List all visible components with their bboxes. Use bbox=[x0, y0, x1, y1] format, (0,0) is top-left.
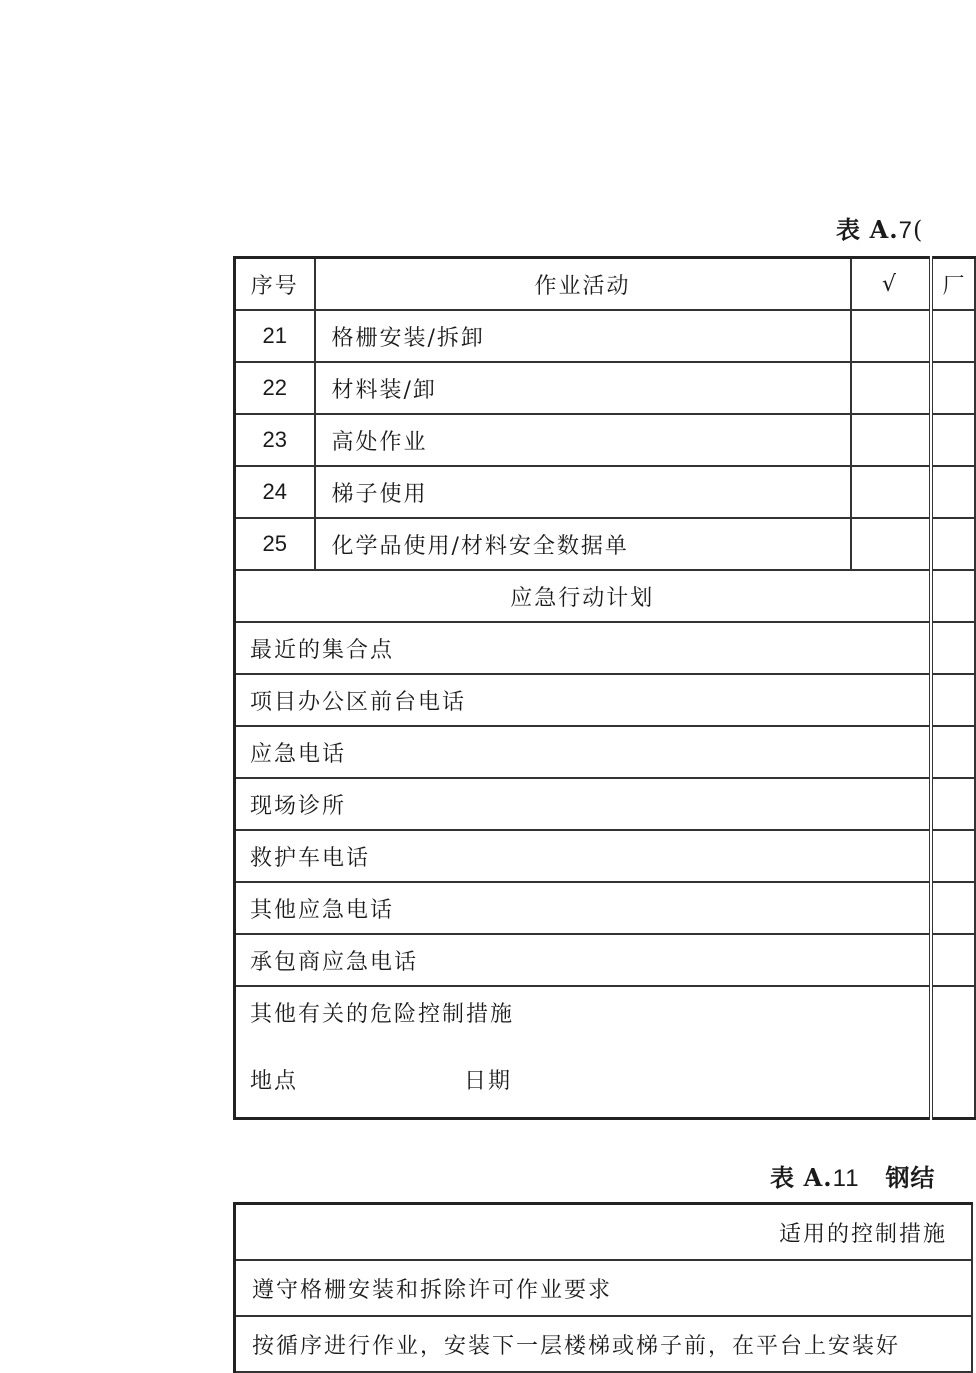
table-row bbox=[235, 414, 975, 466]
row-seq: 22 bbox=[235, 362, 315, 414]
row-side-cell bbox=[931, 622, 975, 674]
place-label: 地点 bbox=[250, 1069, 299, 1094]
emergency-item: 其他应急电话 bbox=[235, 882, 931, 934]
row-side-cell bbox=[931, 466, 975, 518]
header-activity: 作业活动 bbox=[315, 258, 851, 311]
emergency-title-row bbox=[235, 570, 975, 622]
emergency-item: 项目办公区前台电话 bbox=[235, 674, 931, 726]
row-side-cell bbox=[931, 570, 975, 622]
caption-suffix: ( bbox=[912, 216, 924, 244]
row-activity: 梯子使用 bbox=[315, 466, 851, 518]
row-seq: 21 bbox=[235, 310, 315, 362]
emergency-row bbox=[235, 882, 975, 934]
table-header-row bbox=[235, 258, 975, 311]
row-activity: 材料装/卸 bbox=[315, 362, 851, 414]
other-measures-cell bbox=[235, 986, 931, 1119]
row-check-cell[interactable] bbox=[851, 466, 931, 518]
header-cut-column bbox=[931, 258, 975, 311]
header-check: √ bbox=[851, 258, 931, 311]
row-check-cell[interactable] bbox=[851, 518, 931, 570]
emergency-row bbox=[235, 726, 975, 778]
row-side-cell bbox=[931, 882, 975, 934]
work-activity-table bbox=[233, 256, 976, 1120]
row-side-cell bbox=[931, 674, 975, 726]
row-activity: 化学品使用/材料安全数据单 bbox=[315, 518, 851, 570]
emergency-item: 救护车电话 bbox=[235, 830, 931, 882]
control-measures-table bbox=[233, 1202, 973, 1373]
emergency-row bbox=[235, 622, 975, 674]
emergency-row bbox=[235, 778, 975, 830]
row-side-cell bbox=[931, 934, 975, 986]
header-cut-text: 厂 bbox=[942, 273, 967, 299]
measure-item: 遵守格栅安装和拆除许可作业要求 bbox=[235, 1260, 973, 1316]
other-measures-row bbox=[235, 986, 975, 1119]
table-row bbox=[235, 362, 975, 414]
emergency-item: 现场诊所 bbox=[235, 778, 931, 830]
emergency-item: 应急电话 bbox=[235, 726, 931, 778]
row-side-cell bbox=[931, 362, 975, 414]
row-seq: 23 bbox=[235, 414, 315, 466]
row-side-cell bbox=[931, 518, 975, 570]
emergency-plan-title: 应急行动计划 bbox=[235, 570, 931, 622]
caption-number: 7 bbox=[898, 217, 913, 244]
row-check-cell[interactable] bbox=[851, 310, 931, 362]
row-side-cell bbox=[931, 414, 975, 466]
caption-label: A. bbox=[803, 1163, 833, 1192]
table-row bbox=[235, 518, 975, 570]
row-seq: 24 bbox=[235, 466, 315, 518]
caption-label: A. bbox=[869, 215, 899, 244]
emergency-row bbox=[235, 830, 975, 882]
caption-number: 11 bbox=[832, 1165, 860, 1192]
row-side-cell bbox=[931, 726, 975, 778]
row-activity: 格栅安装/拆卸 bbox=[315, 310, 851, 362]
row-side-cell bbox=[931, 986, 975, 1119]
header-seq: 序号 bbox=[235, 258, 315, 311]
row-check-cell[interactable] bbox=[851, 362, 931, 414]
table-row bbox=[235, 310, 975, 362]
place-date-line bbox=[250, 1028, 929, 1095]
row-check-cell[interactable] bbox=[851, 414, 931, 466]
row-activity: 高处作业 bbox=[315, 414, 851, 466]
table-row bbox=[235, 466, 975, 518]
emergency-row bbox=[235, 934, 975, 986]
row-side-cell bbox=[931, 310, 975, 362]
caption-prefix: 表 bbox=[770, 1163, 795, 1192]
caption-prefix: 表 bbox=[836, 215, 861, 244]
table-a11-caption bbox=[770, 1158, 935, 1193]
emergency-item: 承包商应急电话 bbox=[235, 934, 931, 986]
header-control-measures: 适用的控制措施 bbox=[235, 1204, 973, 1261]
row-side-cell bbox=[931, 830, 975, 882]
row-side-cell bbox=[931, 778, 975, 830]
caption-tail: 钢结 bbox=[885, 1163, 936, 1192]
measure-item: 按循序进行作业，安装下一层楼梯或梯子前，在平台上安装好 bbox=[235, 1316, 973, 1372]
date-label: 日期 bbox=[464, 1069, 513, 1094]
emergency-row bbox=[235, 674, 975, 726]
table-row bbox=[235, 1260, 973, 1316]
table-row bbox=[235, 1316, 973, 1372]
other-measures-label: 其他有关的危险控制措施 bbox=[250, 1002, 515, 1027]
row-seq: 25 bbox=[235, 518, 315, 570]
table-header-row bbox=[235, 1204, 973, 1261]
table-a7-caption bbox=[836, 210, 923, 245]
emergency-item: 最近的集合点 bbox=[235, 622, 931, 674]
